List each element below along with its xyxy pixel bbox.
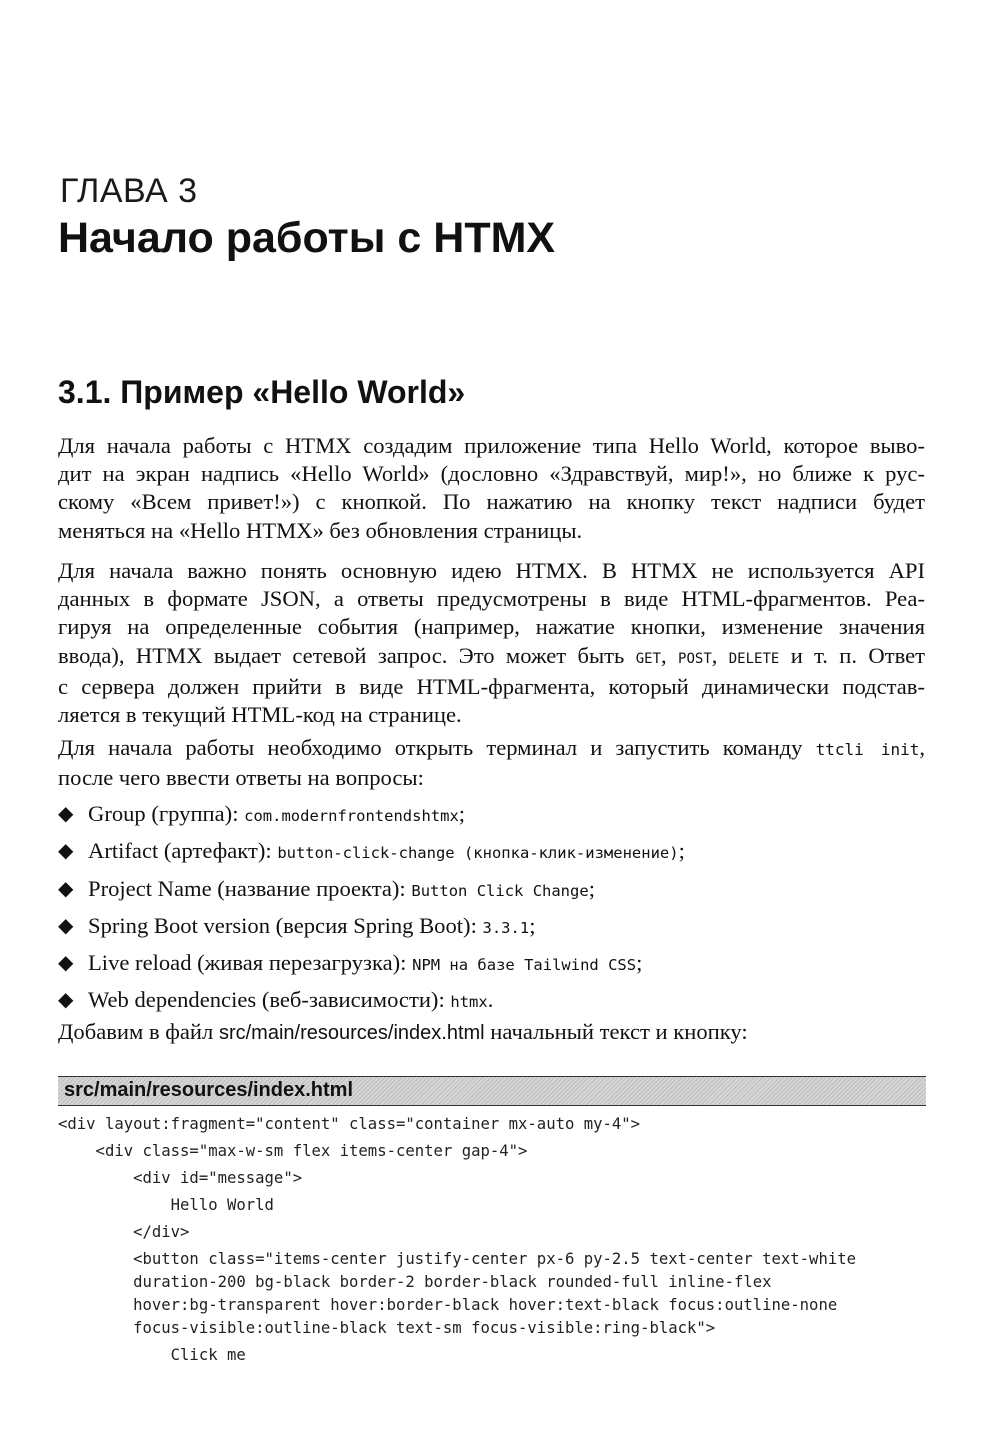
paragraph-line: гируя на определенные события (например, нажатие кнопки, изменение значения	[58, 614, 925, 640]
list-item-punctuation: .	[487, 987, 494, 1013]
paragraph-line: Для начала работы с HTMX создадим приложение типа Hello World, которое выво-	[58, 433, 925, 458]
chapter-label: ГЛАВА 3	[60, 172, 198, 210]
list-item-punctuation: ;	[588, 875, 595, 901]
list-item	[58, 799, 938, 836]
inline-command: ttcli init	[815, 740, 920, 759]
section-title: 3.1. Пример «Hello World»	[58, 374, 466, 410]
paragraph-line: данных в формате JSON, а ответы предусмотрены в виде HTML-фрагментов. Реа-	[58, 586, 925, 612]
code-line: <div layout:fragment="content" class="container mx-auto my-4">	[58, 1115, 641, 1133]
diamond-bullet-icon: ◆	[58, 877, 74, 900]
list-item	[58, 911, 938, 948]
code-line: <div class="max-w-sm flex items-center gap-4">	[58, 1142, 528, 1160]
list-item-value: NPM на базе Tailwind CSS	[412, 956, 637, 975]
paragraph-htmx-idea	[58, 557, 925, 729]
list-item-value: Button Click Change	[411, 881, 589, 900]
list-item-label: Group (группа):	[88, 801, 239, 826]
http-method-post: POST	[678, 650, 712, 667]
setup-answers-list	[58, 799, 938, 1023]
file-intro-line	[58, 1019, 748, 1045]
list-item-punctuation: ;	[678, 838, 685, 864]
file-intro-prefix: Добавим в файл	[58, 1019, 214, 1044]
list-item-label: Web dependencies (веб-зависимости):	[88, 987, 445, 1013]
paragraph-line-command: Для начала работы необходимо открыть терминал и запустить команду ttcli init,	[58, 735, 926, 760]
paragraph-line: после чего ввести ответы на вопросы:	[58, 765, 424, 791]
code-listing-filename: src/main/resources/index.html	[64, 1079, 354, 1101]
list-item-value: 3.3.1	[482, 918, 530, 937]
code-line: hover:bg-transparent hover:border-black hover:text-black focus:outline-none	[58, 1296, 838, 1314]
paragraph-text: и т. п. Ответ	[790, 642, 926, 668]
paragraph-text: ввода), HTMX выдает сетевой запрос. Это может быть	[58, 642, 625, 668]
http-method-delete: DELETE	[728, 650, 780, 667]
list-item-label: Project Name (название проекта):	[88, 875, 406, 901]
file-intro-suffix: начальный текст и кнопку:	[490, 1019, 748, 1044]
diamond-bullet-icon: ◆	[58, 914, 74, 937]
list-item	[58, 948, 938, 985]
paragraph-hello-world-intro	[58, 432, 925, 545]
list-item-value: com.modernfrontendshtmx	[244, 807, 459, 825]
diamond-bullet-icon: ◆	[58, 989, 74, 1012]
code-line: Click me	[58, 1346, 246, 1364]
list-item	[58, 836, 938, 873]
code-line: <div id="message">	[58, 1169, 303, 1187]
list-item	[58, 874, 938, 911]
file-path: src/main/resources/index.html	[218, 1022, 485, 1044]
paragraph-line: Для начала важно понять основную идею HTMX. В HTMX не используется API	[58, 558, 925, 583]
list-item-punctuation: ;	[458, 801, 466, 826]
diamond-bullet-icon: ◆	[58, 952, 74, 975]
paragraph-line: скому «Всем привет!») с кнопкой. По нажатию на кнопку текст надписи будет	[58, 489, 925, 515]
list-item-value: htmx	[450, 993, 488, 1012]
list-item-label: Live reload (живая перезагрузка):	[88, 950, 407, 976]
list-item-label: Spring Boot version (версия Spring Boot):	[88, 912, 477, 938]
paragraph-line: дит на экран надпись «Hello World» (дословно «Здравствуй, мир!», но ближе к рус-	[58, 461, 925, 487]
list-item-punctuation: ;	[529, 912, 536, 938]
paragraph-terminal	[58, 734, 925, 792]
paragraph-line: меняться на «Hello HTMX» без обновления страницы.	[58, 517, 583, 543]
diamond-bullet-icon: ◆	[58, 803, 74, 825]
diamond-bullet-icon: ◆	[58, 840, 74, 863]
chapter-title: Начало работы с HTMX	[58, 214, 556, 262]
code-line: focus-visible:outline-black text-sm focus-visible:ring-black">	[58, 1319, 716, 1337]
code-line: <button class="items-center justify-center px-6 py-2.5 text-center text-white	[58, 1250, 856, 1268]
list-item-punctuation: ;	[636, 950, 643, 976]
paragraph-line: ляется в текущий HTML-код на странице.	[58, 702, 462, 728]
paragraph-text: Для начала работы необходимо открыть терминал и запустить команду	[58, 735, 803, 760]
code-line: </div>	[58, 1223, 190, 1241]
list-item-label: Artifact (артефакт):	[88, 838, 272, 864]
code-listing-header	[58, 1076, 926, 1106]
code-line: Hello World	[58, 1196, 274, 1214]
http-method-get: GET	[635, 650, 662, 667]
paragraph-line-methods: ввода), HTMX выдает сетевой запрос. Это может быть GET, POST, DELETE и т. п. Ответ	[58, 642, 926, 668]
paragraph-line: с сервера должен прийти в виде HTML-фрагмента, который динамически подстав-	[58, 673, 925, 699]
list-item-value: button-click-change (кнопка-клик-изменение)	[277, 844, 679, 863]
code-line: duration-200 bg-black border-2 border-black rounded-full inline-flex	[58, 1273, 772, 1291]
list-item	[58, 985, 938, 1022]
